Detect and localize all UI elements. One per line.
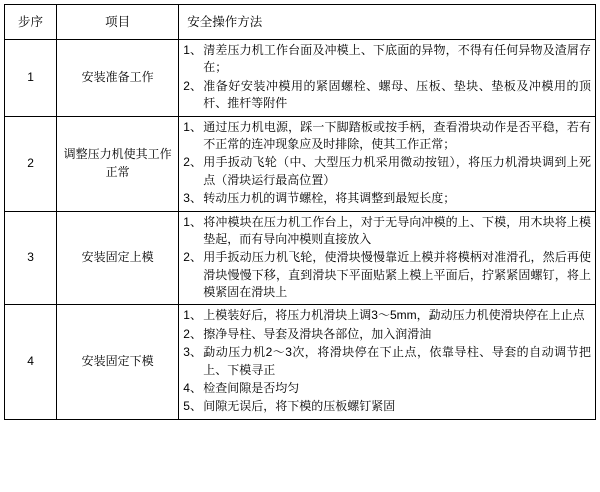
row-method-cell (179, 40, 596, 117)
table-row (5, 305, 596, 419)
method-list-item (183, 78, 591, 113)
method-number: 3、 (183, 191, 202, 206)
header-step: 步序 (5, 5, 57, 40)
method-number: 1、 (183, 119, 202, 134)
method-number: 1、 (183, 308, 202, 323)
method-number: 2、 (183, 155, 202, 170)
table-row (5, 40, 596, 117)
table-row (5, 116, 596, 211)
method-list (183, 42, 591, 113)
row-step-number: 1 (5, 40, 57, 117)
method-number: 2、 (183, 250, 202, 265)
method-text: 清差压力机工作台面及冲模上、下底面的异物，不得有任何异物及渣屑存在； (203, 43, 591, 75)
method-text: 准备好安装冲模用的紧固螺栓、螺母、压板、垫块、垫板及冲模用的顶杆、推杆等附件 (203, 78, 591, 111)
row-item-name: 安装准备工作 (57, 40, 179, 117)
method-number: 2、 (183, 78, 202, 93)
table-row (5, 211, 596, 305)
header-item: 项目 (57, 5, 179, 40)
method-text: 用手扳动飞轮（中、大型压力机采用微动按钮），将压力机滑块调到上死点（滑块运行最高位置） (203, 155, 591, 187)
method-number: 3、 (183, 345, 202, 360)
method-list-item (183, 249, 591, 301)
method-number: 2、 (183, 326, 202, 341)
method-list-item (183, 326, 591, 343)
method-list-item (183, 42, 591, 77)
method-list-item (183, 119, 591, 154)
method-text: 将冲模块在压力机工作台上，对于无导向冲模的上、下模，用木块将上模垫起，而有导向冲模则直接放入 (203, 214, 591, 246)
method-number: 1、 (183, 43, 202, 57)
method-number: 1、 (183, 214, 202, 229)
method-list (183, 307, 591, 415)
row-step-number: 2 (5, 116, 57, 211)
method-list-item (183, 398, 591, 415)
method-list-item (183, 307, 591, 324)
row-item-name: 安装固定下模 (57, 305, 179, 419)
method-text: 上模装好后，将压力机滑块上调3～5mm，勐动压力机使滑块停在上止点 (203, 308, 585, 323)
method-text: 用手扳动压力机飞轮，使滑块慢慢靠近上模并将模柄对准滑孔，然后再使滑块慢慢下移，直到滑块下平面贴紧上模上平面后，拧紧紧固螺钉，将上模紧固在滑块上 (203, 250, 591, 300)
row-method-cell (179, 211, 596, 305)
method-text: 勐动压力机2～3次，将滑块停在下止点，依靠导柱、导套的自动调节把上、下模寻正 (203, 345, 591, 377)
row-method-cell (179, 116, 596, 211)
method-list-item (183, 214, 591, 249)
method-text: 检查间隙是否均匀 (203, 381, 300, 396)
method-number: 4、 (183, 381, 202, 396)
row-item-name: 调整压力机使其工作正常 (57, 116, 179, 211)
row-item-name: 安装固定上模 (57, 211, 179, 305)
header-method: 安全操作方法 (179, 5, 596, 40)
method-list-item (183, 344, 591, 379)
method-list (183, 214, 591, 302)
method-text: 通过压力机电源，踩一下脚踏板或按手柄，查看滑块动作是否平稳，若有不正常的连冲现象应及时排除，使其工作正常； (203, 119, 591, 151)
method-list (183, 119, 591, 208)
method-list-item (183, 380, 591, 397)
row-method-cell (179, 305, 596, 419)
method-number: 5、 (183, 399, 202, 414)
method-text: 擦净导柱、导套及滑块各部位，加入润滑油 (203, 326, 432, 341)
row-step-number: 3 (5, 211, 57, 305)
method-text: 间隙无误后，将下模的压板螺钉紧固 (203, 399, 396, 414)
method-list-item (183, 190, 591, 207)
table-header-row (5, 5, 596, 40)
method-text: 转动压力机的调节螺栓，将其调整到最短长度； (203, 191, 456, 206)
row-step-number: 4 (5, 305, 57, 419)
safety-operation-table (4, 4, 596, 420)
method-list-item (183, 154, 591, 189)
